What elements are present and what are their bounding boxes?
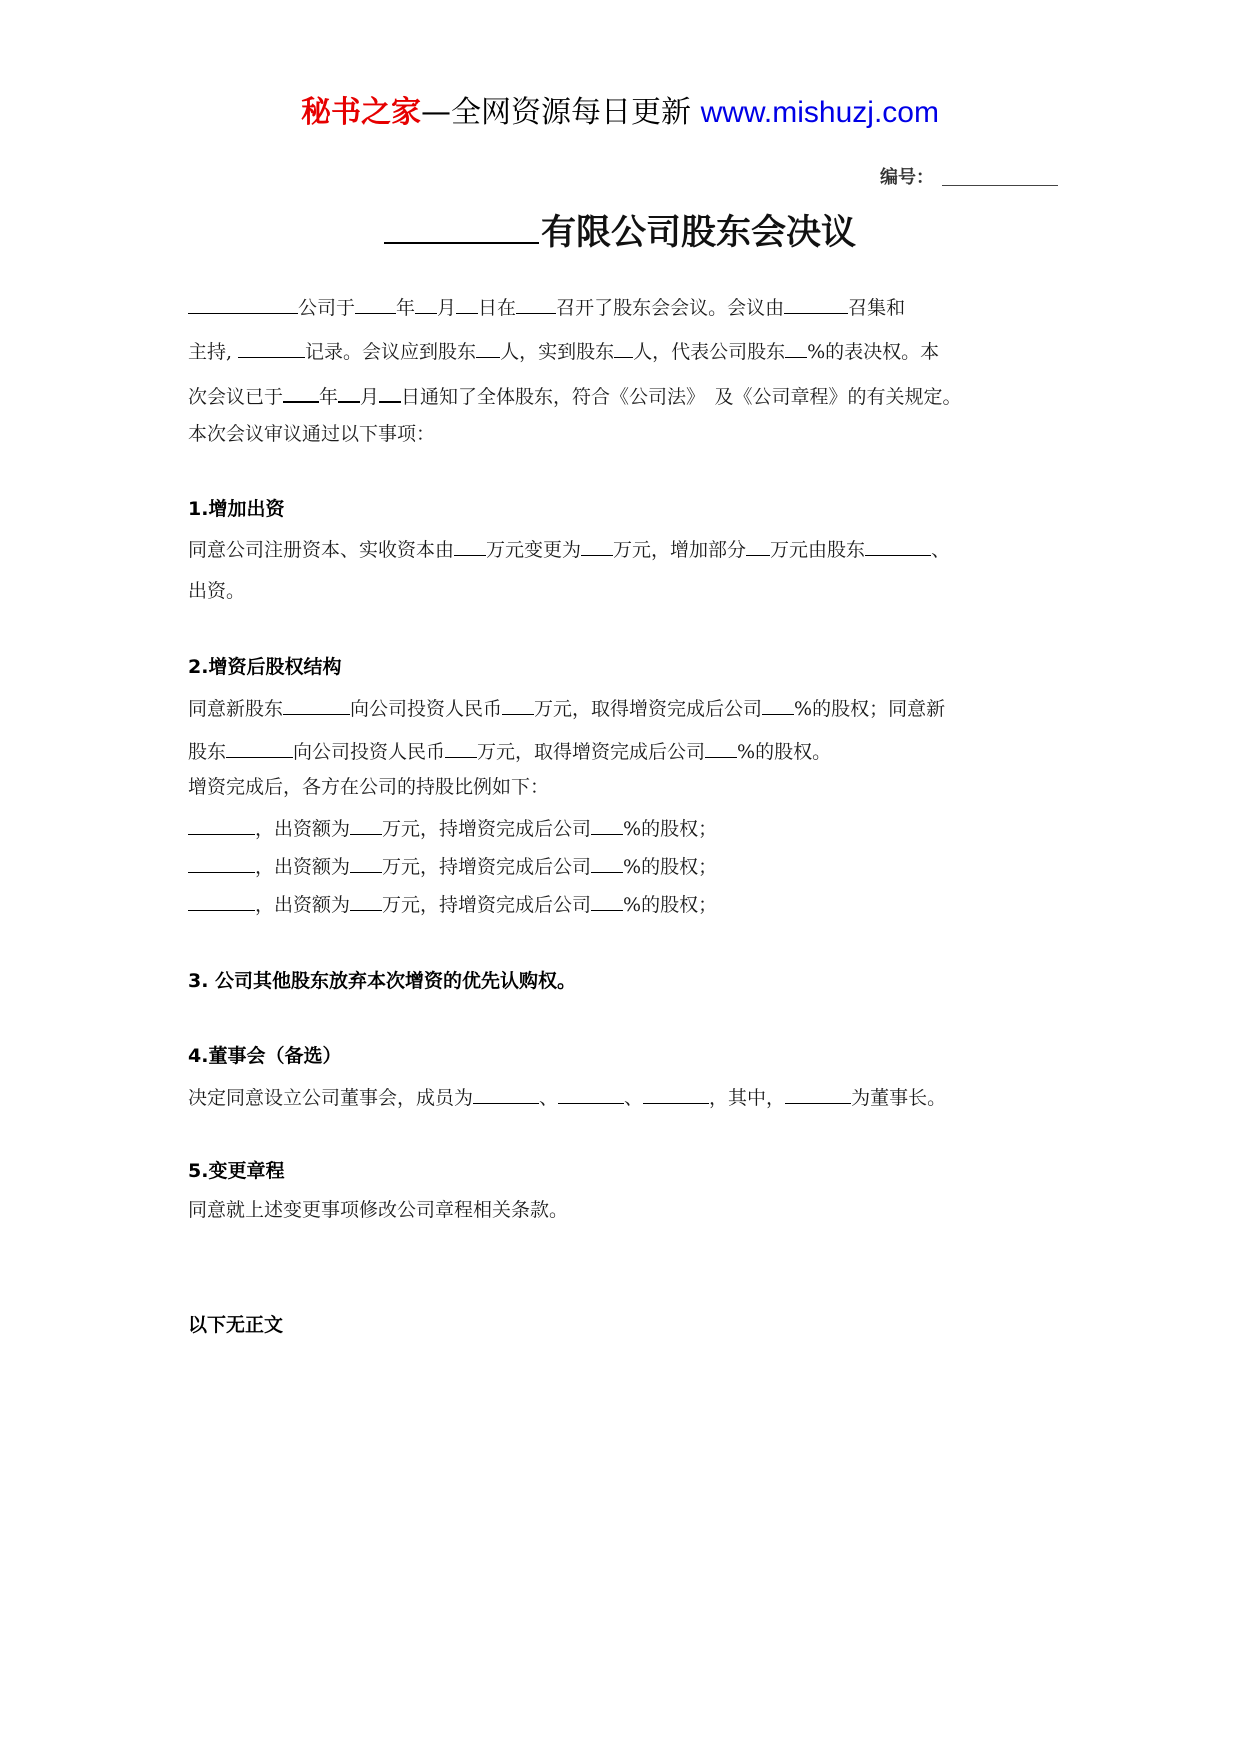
- text: 月: [437, 297, 457, 319]
- text: 人，代表公司股东: [633, 341, 786, 363]
- text: 万元，持增资完成后公司: [382, 856, 592, 878]
- blank: [581, 538, 613, 556]
- blank: [188, 296, 298, 314]
- text: 万元，持增资完成后公司: [382, 818, 592, 840]
- blank: [746, 538, 770, 556]
- blank: [785, 1086, 851, 1104]
- text: 、: [624, 1087, 644, 1109]
- brand-name: 秘书之家: [301, 95, 422, 130]
- closing-note: 以下无正文: [188, 1314, 284, 1336]
- text: 次会议已于: [188, 386, 284, 408]
- blank: [350, 893, 382, 911]
- blank: [785, 340, 807, 358]
- blank: [350, 855, 382, 873]
- text: 年: [396, 297, 416, 319]
- intro-line-4: 本次会议审议通过以下事项：: [188, 423, 436, 445]
- blank: [338, 384, 360, 403]
- blank: [516, 296, 556, 314]
- blank: [350, 817, 382, 835]
- blank: [355, 296, 396, 314]
- text: %的股权；: [623, 818, 718, 840]
- document-title-text: 有限公司股东会决议: [540, 213, 856, 253]
- blank: [591, 817, 623, 835]
- banner-tagline: —全网资源每日更新: [421, 95, 692, 130]
- company-name-blank: [384, 212, 539, 244]
- section-2-heading: 2.增资后股权结构: [188, 656, 342, 678]
- text: 向公司投资人民币: [350, 698, 503, 720]
- blank: [643, 1086, 709, 1104]
- section-2-line-3: 增资完成后，各方在公司的持股比例如下：: [188, 776, 550, 798]
- blank: [226, 740, 293, 758]
- shareholding-row: [188, 817, 717, 839]
- text: %的股权；: [623, 894, 718, 916]
- serial-number-field: [880, 163, 1058, 189]
- section-5-heading: 5.变更章程: [188, 1160, 285, 1182]
- text: 万元由股东: [770, 539, 866, 561]
- blank: [379, 384, 401, 403]
- section-5-line-1: 同意就上述变更事项修改公司章程相关条款。: [188, 1199, 569, 1221]
- text: 万元变更为: [486, 539, 582, 561]
- text: 召集和: [848, 297, 906, 319]
- section-1-line-1: [188, 538, 950, 560]
- blank: [188, 855, 255, 873]
- text: 月: [360, 386, 380, 408]
- site-banner: [0, 95, 1240, 130]
- section-1-line-2: 出资。: [188, 580, 246, 602]
- blank: [558, 1086, 624, 1104]
- section-4-line-1: [188, 1086, 946, 1108]
- blank: [865, 538, 931, 556]
- blank: [705, 740, 737, 758]
- section-3-heading: 3. 公司其他股东放弃本次增资的优先认购权。: [188, 970, 577, 992]
- text: 年: [319, 386, 339, 408]
- text: 人，实到股东: [500, 341, 615, 363]
- blank: [456, 296, 478, 314]
- shareholding-row: [188, 855, 717, 877]
- text: %的股权；同意新: [794, 698, 946, 720]
- blank: [614, 340, 633, 358]
- blank: [784, 296, 848, 314]
- text: 万元，持增资完成后公司: [382, 894, 592, 916]
- site-url-link[interactable]: www.mishuzj.com: [700, 96, 939, 129]
- intro-line-1: [188, 296, 905, 318]
- text: 万元，取得增资完成后公司: [534, 698, 763, 720]
- blank: [591, 893, 623, 911]
- text: 日通知了全体股东，符合《公司法》 及《公司章程》的有关规定。: [401, 386, 962, 408]
- text: 、: [539, 1087, 559, 1109]
- text: 决定同意设立公司董事会，成员为: [188, 1087, 474, 1109]
- shareholding-row: [188, 893, 717, 915]
- blank: [502, 697, 534, 715]
- text: %的股权；: [623, 856, 718, 878]
- blank: [283, 697, 350, 715]
- section-1-heading: 1.增加出资: [188, 498, 285, 520]
- blank: [473, 1086, 539, 1104]
- section-2-line-1: [188, 697, 945, 719]
- text: %的股权。: [737, 741, 832, 763]
- blank: [188, 893, 255, 911]
- section-4-heading: 4.董事会（备选）: [188, 1045, 342, 1067]
- text: 、: [931, 539, 951, 561]
- text: 万元，增加部分: [613, 539, 747, 561]
- text: ，出资额为: [255, 856, 351, 878]
- blank: [591, 855, 623, 873]
- blank: [283, 384, 319, 403]
- serial-number-blank: [942, 171, 1058, 186]
- intro-line-2: [188, 340, 939, 362]
- text: 主持,: [188, 341, 233, 363]
- text: 向公司投资人民币: [293, 741, 446, 763]
- text: 同意新股东: [188, 698, 284, 720]
- blank: [188, 817, 255, 835]
- text: ，出资额为: [255, 818, 351, 840]
- document-title: [0, 212, 1240, 251]
- text: 为董事长。: [851, 1087, 947, 1109]
- text: %的表决权。本: [807, 341, 940, 363]
- text: 日在: [478, 297, 517, 319]
- blank: [238, 340, 305, 358]
- text: 记录。会议应到股东: [305, 341, 477, 363]
- text: 公司于: [298, 297, 356, 319]
- blank: [762, 697, 794, 715]
- text: 召开了股东会会议。会议由: [556, 297, 785, 319]
- text: ，出资额为: [255, 894, 351, 916]
- blank: [454, 538, 486, 556]
- text: ，其中，: [709, 1087, 786, 1109]
- blank: [415, 296, 437, 314]
- blank: [445, 740, 477, 758]
- blank: [476, 340, 500, 358]
- text: 万元，取得增资完成后公司: [477, 741, 706, 763]
- section-2-line-2: [188, 740, 831, 762]
- text: 同意公司注册资本、实收资本由: [188, 539, 455, 561]
- intro-line-3: [188, 384, 962, 407]
- serial-number-label: 编号：: [880, 167, 934, 188]
- text: 股东: [188, 741, 227, 763]
